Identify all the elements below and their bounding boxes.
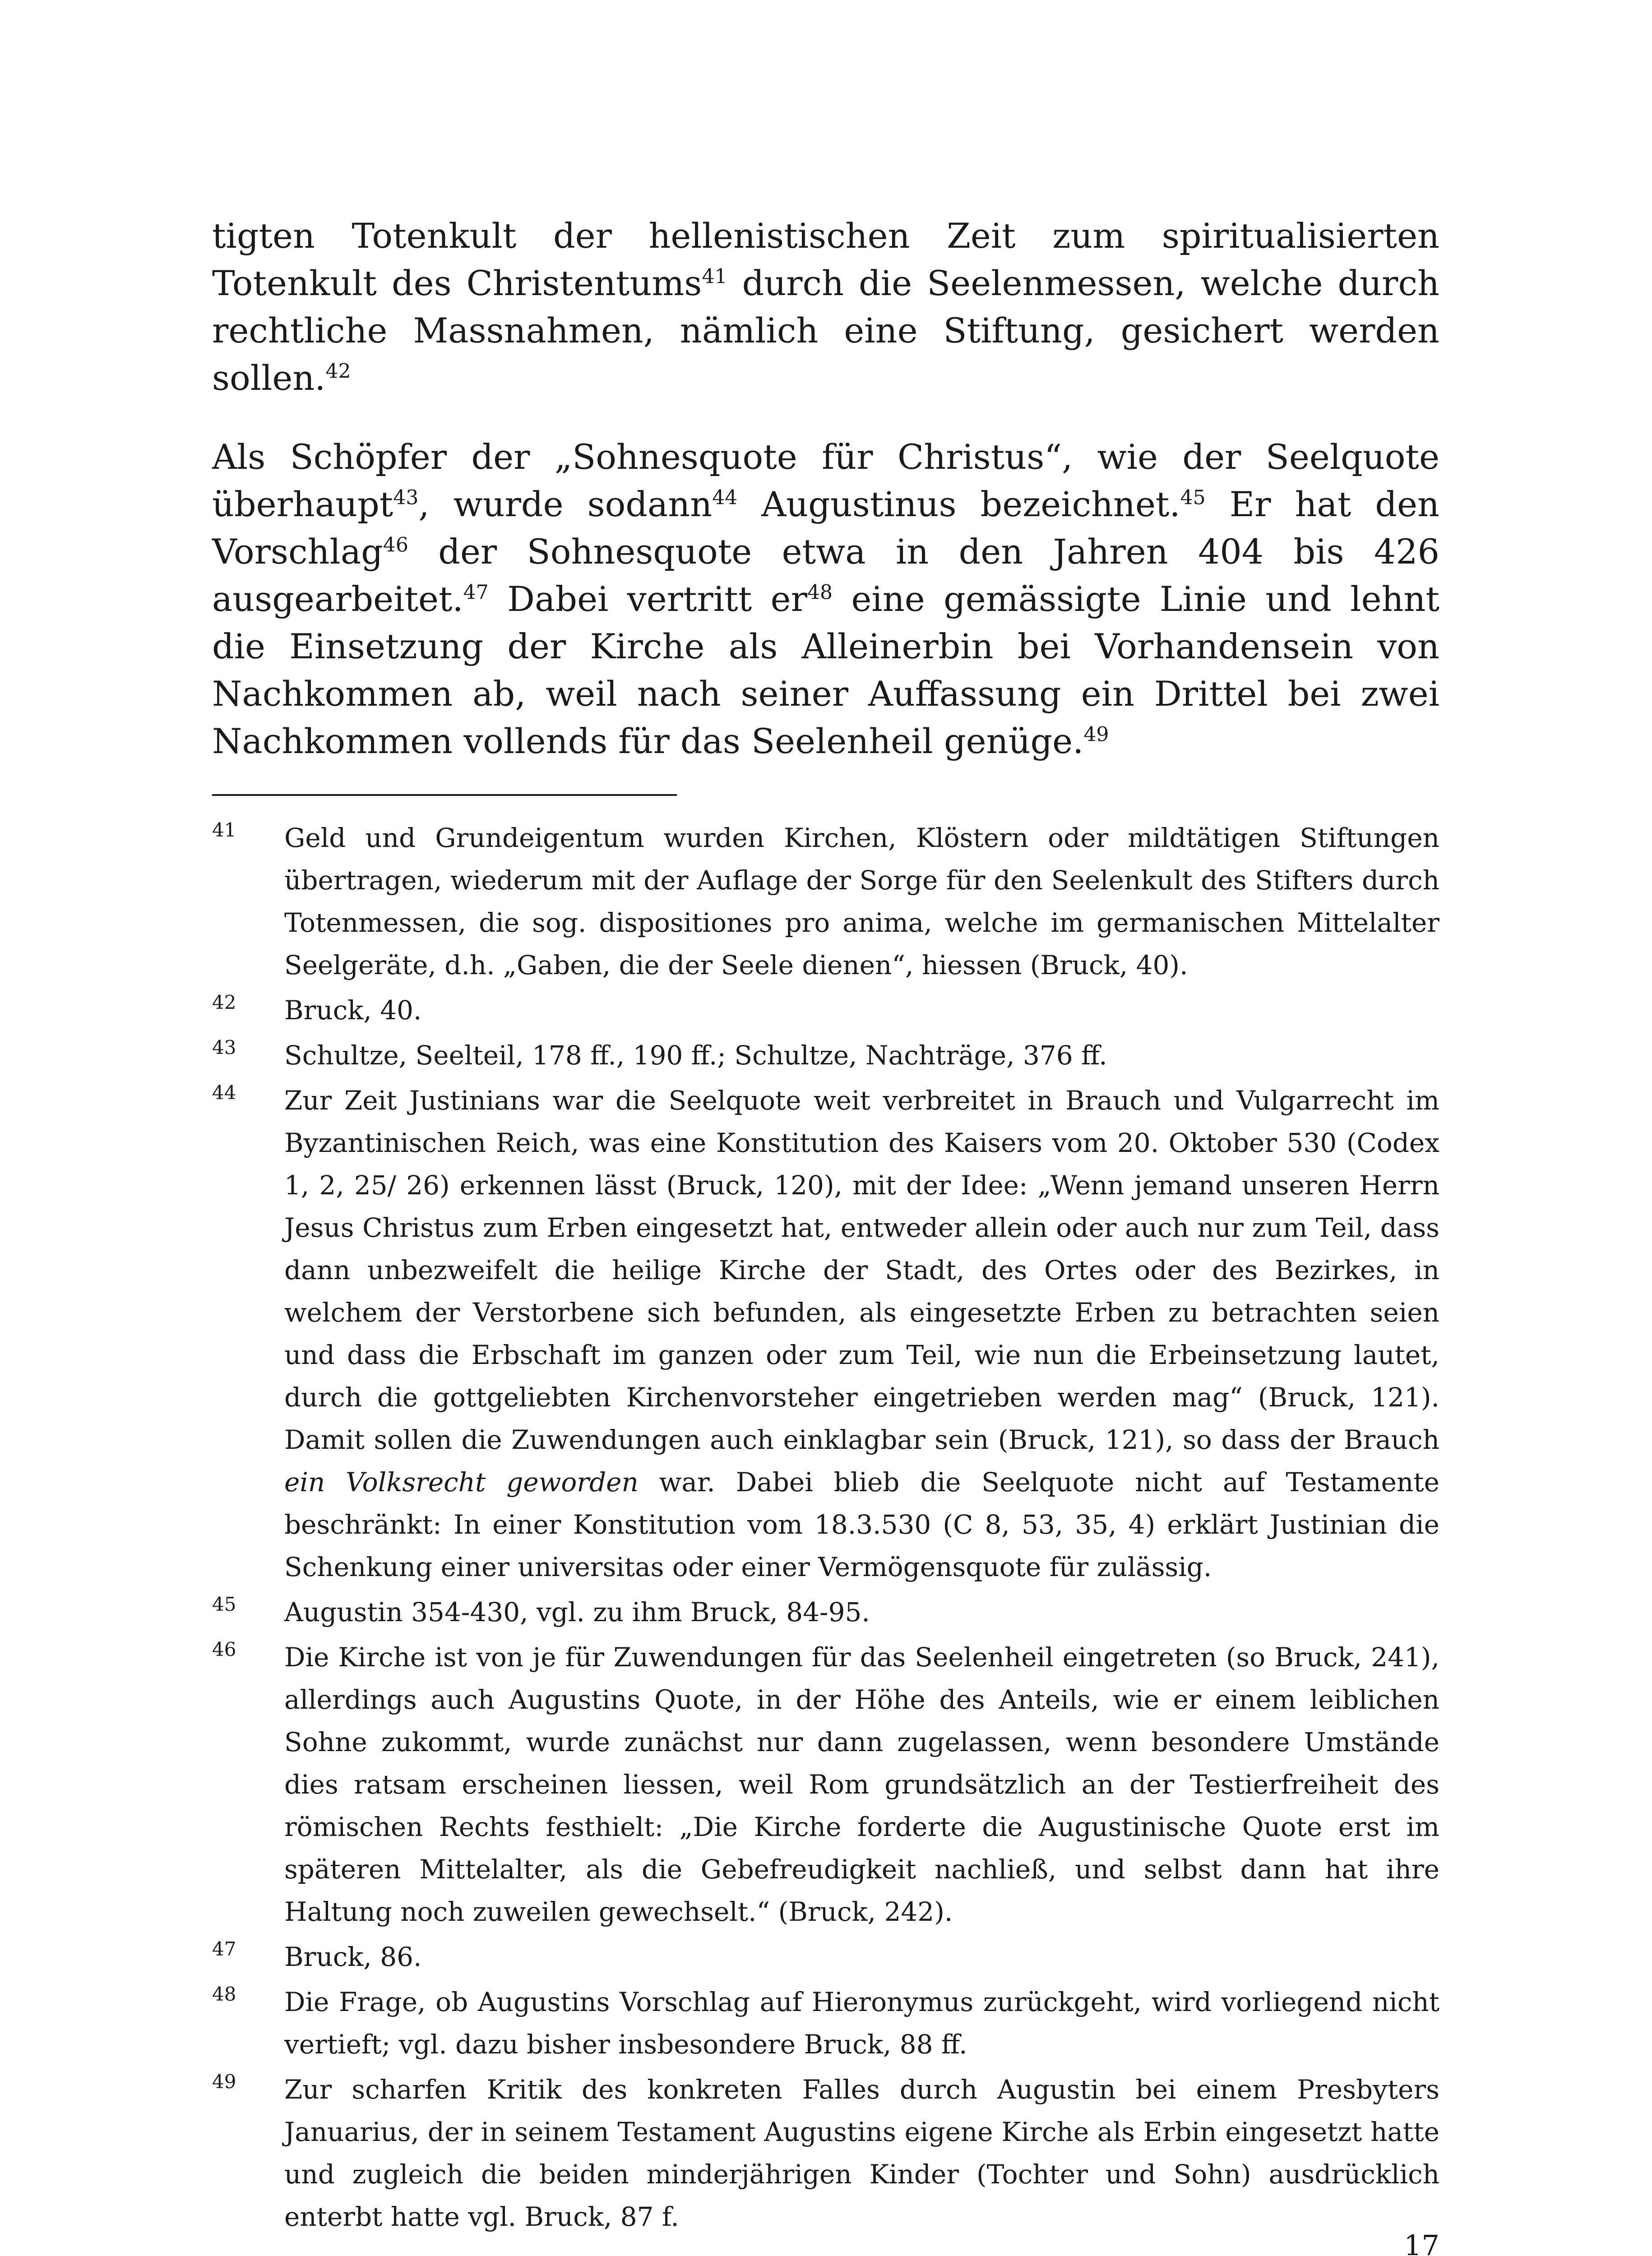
text-run: Er hat den Vorschlag [212,484,1439,572]
text-run: , wurde sodann [418,484,713,524]
footnote-text: Die Frage, ob Augustins Vorschlag auf Hieronymus zurückgeht, wird vorliegend nicht vertieft; vgl. dazu bisher insbesondere Bruck, 88 ff. [284,1987,1439,2060]
footnote-number: 45 [212,1593,236,1615]
footnote-46 [212,1636,1439,1933]
footnote-ref-43[interactable]: 43 [393,486,419,509]
footnote-48 [212,1981,1439,2066]
footnote-49 [212,2068,1439,2238]
footnote-separator [212,794,677,796]
footnote-ref-47[interactable]: 47 [463,581,489,604]
footnote-text [284,1079,1439,1588]
italic-text: ein Volksrecht geworden [284,1467,639,1498]
footnote-ref-49[interactable]: 49 [1083,723,1109,746]
footnote-number: 44 [212,1082,236,1104]
footnote-number: 47 [212,1938,236,1960]
footnote-number: 46 [212,1638,236,1660]
text-run: Augustinus bezeichnet. [737,484,1180,524]
text-run: Zur Zeit Justinians war die Seelquote weit verbreitet in Brauch und Vulgarrecht im Byzantinischen Reich, was eine Konstitution des Kaisers vom 20. Oktober 530 (Codex 1, 2, 25/ 26) erkennen lässt (Bruck, 120), mit der Idee: „Wenn jemand unseren Herrn Jesus Christus zum Erben eingesetzt hat, entweder allein oder auch nur zum Teil, dass dann unbezweifelt die heilige Kirche der Stadt, des Ortes oder des Bezirkes, in welchem der Verstorbene sich befunden, als eingesetzte Erben zu betrachten seien und dass die Erbschaft im ganzen oder zum Teil, wie nun die Erbeinsetzung lautet, durch die gottgeliebten Kirchenvorsteher eingetrieben werden mag“ (Bruck, 121). Damit sollen die Zuwendungen auch einklagbar sein (Bruck, 121), so dass der Brauch [284,1085,1439,1455]
footnote-number: 42 [212,991,236,1013]
text-run: Dabei vertritt er [488,579,807,619]
footnote-text: Bruck, 40. [284,995,422,1026]
footnote-47 [212,1936,1439,1978]
text-run: tigten Totenkult der hellenistischen Zeit zum spiritualisierten Totenkult des Christentums [212,216,1439,303]
footnote-text: Die Kirche ist von je für Zuwendungen für das Seelenheil eingetreten (so Bruck, 241), allerdings auch Augustins Quote, in der Höhe des Anteils, wie er einem leiblichen Sohne zukommt, wurde zunächst nur dann zugelassen, wenn besondere Umstände dies ratsam erscheinen liessen, weil Rom grundsätzlich an der Testierfreiheit des römischen Rechts festhielt: „Die Kirche forderte die Augustinische Quote erst im späteren Mittelalter, als die Gebefreudigkeit nachließ, und selbst dann hat ihre Haltung noch zuweilen gewechselt.“ (Bruck, 242). [284,1642,1439,1927]
footnote-ref-41[interactable]: 41 [702,265,727,288]
footnotes [212,817,1439,2241]
footnote-44 [212,1079,1439,1588]
footnote-ref-45[interactable]: 45 [1180,486,1206,509]
footnote-45 [212,1591,1439,1633]
footnote-ref-42[interactable]: 42 [325,360,351,383]
footnote-number: 49 [212,2071,236,2093]
text-run: durch die Seelenmessen, welche durch rechtliche Massnahmen, nämlich eine Stiftung, gesichert werden sollen. [212,263,1440,398]
footnote-43 [212,1034,1439,1077]
page-number: 17 [1404,2229,1439,2256]
footnote-text: Zur scharfen Kritik des konkreten Falles durch Augustin bei einem Presbyters Januarius, der in seinem Testament Augustins eigene Kirche als Erbin eingesetzt hatte und zugleich die beiden minderjährigen Kinder (Tochter und Sohn) ausdrücklich enterbt hatte vgl. Bruck, 87 f. [284,2074,1439,2232]
footnote-text: Schultze, Seelteil, 178 ff., 190 ff.; Schultze, Nachträge, 376 ff. [284,1040,1107,1071]
paragraph-1 [212,212,1439,402]
footnote-ref-46[interactable]: 46 [383,533,408,557]
footnote-number: 41 [212,819,236,841]
paragraph-2 [212,433,1439,765]
footnote-number: 48 [212,1983,236,2005]
text-run: Als Schöpfer der „Sohnesquote für Christus“, wie der Seelquote überhaupt [212,437,1439,524]
footnote-ref-48[interactable]: 48 [807,581,833,604]
text-run: war. Dabei blieb die Seelquote nicht auf Testamente beschränkt: In einer Konstitution vom 18.3.530 (C 8, 53, 35, 4) erklärt Justinian die Schenkung einer universitas oder einer Vermögensquote für zulässig. [284,1467,1439,1582]
footnote-text: Geld und Grundeigentum wurden Kirchen, Klöstern oder mildtätigen Stiftungen übertragen, wiederum mit der Auflage der Sorge für den Seelenkult des Stifters durch Totenmessen, die sog. dispositiones pro anima, welche im germanischen Mittelalter Seelgeräte, d.h. „Gaben, die der Seele dienen“, hiessen (Bruck, 40). [284,823,1439,980]
footnote-number: 43 [212,1036,236,1059]
footnote-text: Augustin 354-430, vgl. zu ihm Bruck, 84-95. [284,1597,870,1627]
footnote-ref-44[interactable]: 44 [712,486,738,509]
footnote-text: Bruck, 86. [284,1942,422,1972]
text-run: eine gemässigte Linie und lehnt die Einsetzung der Kirche als Alleinerbin bei Vorhandensein von Nachkommen ab, weil nach seiner Auffassung ein Drittel bei zwei Nachkommen vollends für das Seelenheil genüge. [212,579,1440,761]
text-run: der Sohnesquote etwa in den Jahren 404 bis 426 ausgearbeitet. [212,532,1439,619]
footnote-42 [212,989,1439,1031]
main-text [212,212,1439,796]
footnote-41 [212,817,1439,986]
